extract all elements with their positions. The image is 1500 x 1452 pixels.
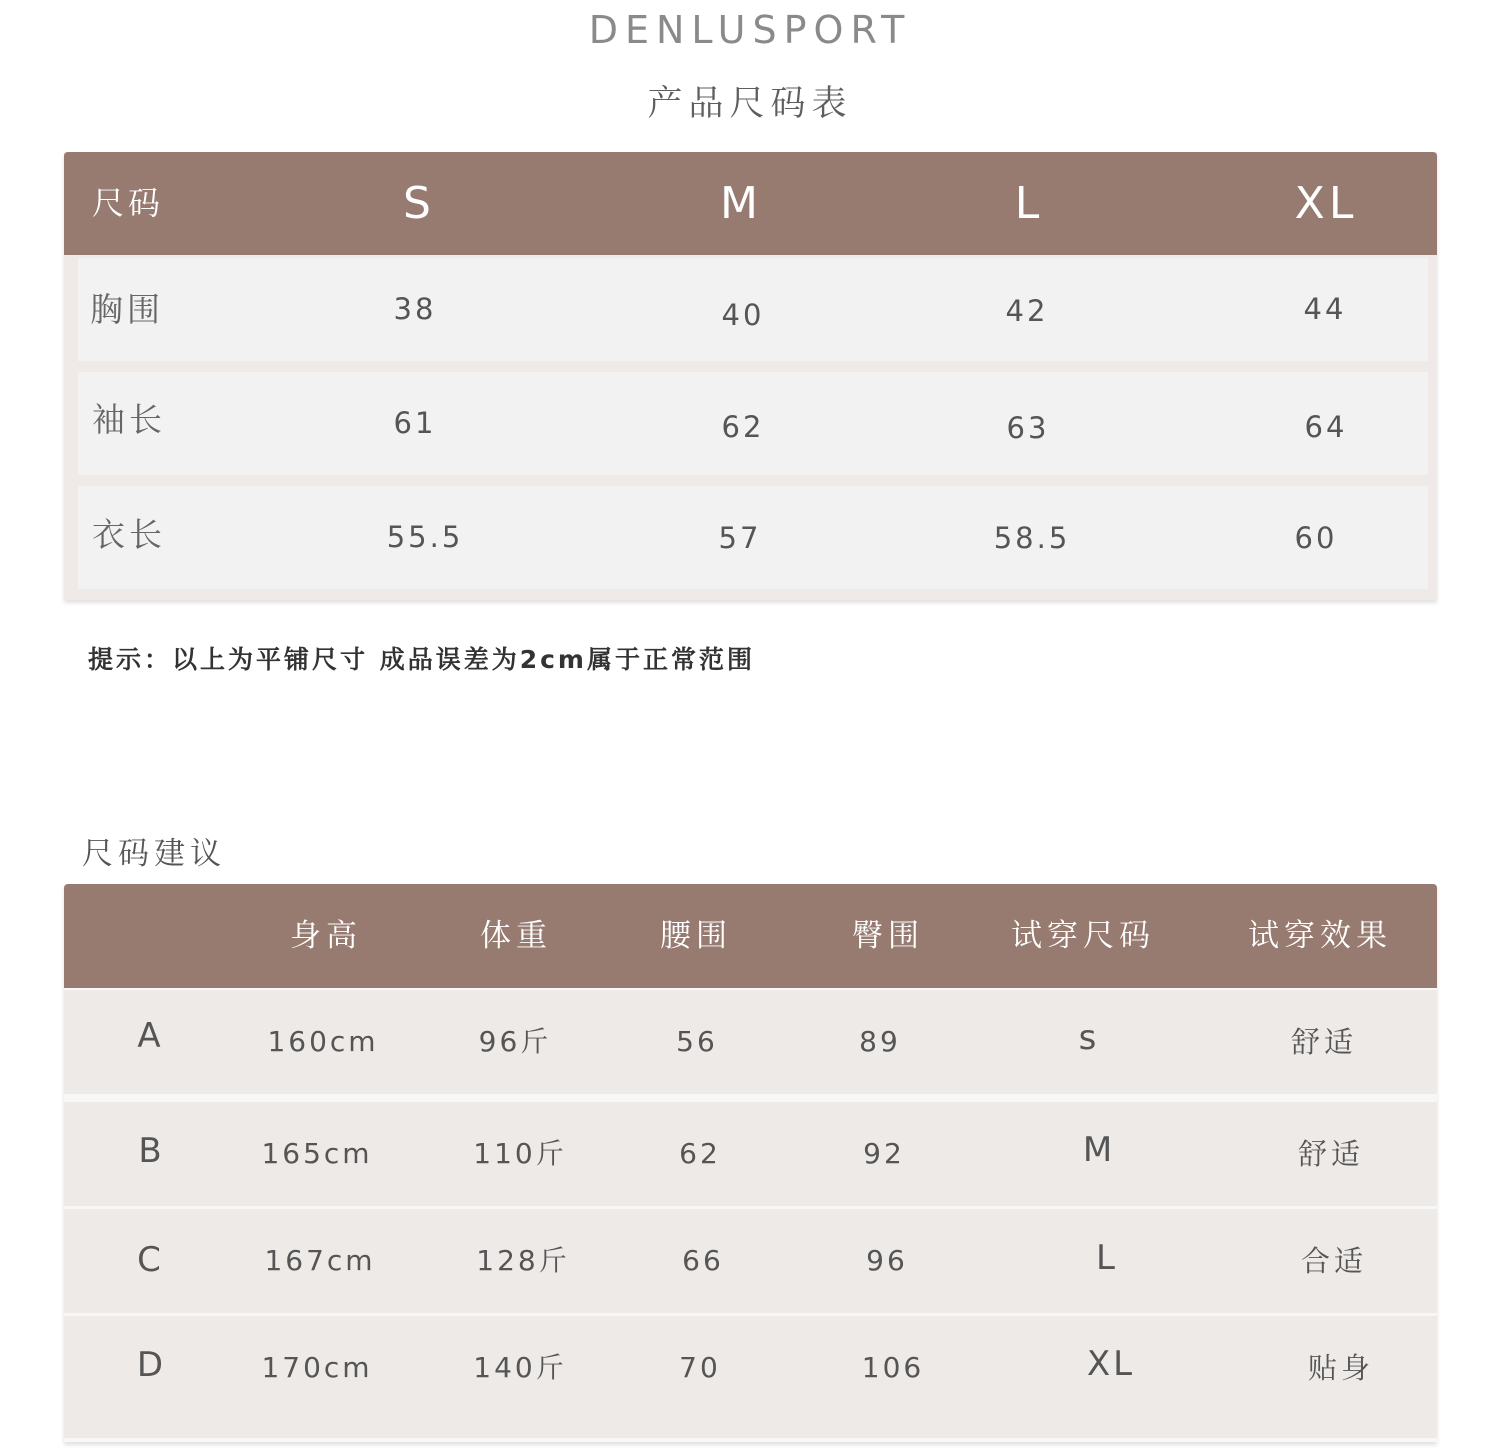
header-size: L — [1014, 178, 1044, 229]
table-cell: XL — [1086, 1344, 1136, 1384]
table-cell: L — [1096, 1238, 1118, 1278]
header-size: S — [403, 178, 435, 229]
table-cell: 160cm — [267, 1025, 379, 1058]
table-cell: 106 — [861, 1351, 925, 1384]
table-cell: 40 — [721, 298, 765, 332]
table-cell: s — [1078, 1018, 1100, 1058]
row-id: C — [137, 1240, 161, 1280]
table-cell: 70 — [679, 1351, 721, 1384]
table-cell: 64 — [1304, 410, 1348, 444]
table-cell: M — [1082, 1130, 1116, 1170]
section-title: 尺码建议 — [82, 836, 226, 872]
table-cell: 舒适 — [1297, 1137, 1365, 1171]
table-cell: 140斤 — [473, 1351, 567, 1384]
column-header: 腰围 — [660, 918, 732, 954]
table-cell: 165cm — [261, 1137, 373, 1170]
table-row — [64, 1209, 1437, 1313]
row-label: 胸围 — [90, 290, 164, 329]
measurement-note: 提示：以上为平铺尺寸 成品误差为2cm属于正常范围 — [88, 645, 755, 674]
table-cell: 舒适 — [1290, 1025, 1358, 1059]
table-cell: 96 — [866, 1244, 908, 1277]
table-row — [78, 258, 1428, 361]
header-size: M — [720, 178, 762, 229]
column-header: 试穿效果 — [1248, 918, 1392, 954]
table-cell: 89 — [859, 1025, 901, 1058]
table-cell: 56 — [676, 1025, 718, 1058]
table-cell: 44 — [1303, 292, 1347, 326]
table-cell: 60 — [1294, 521, 1338, 555]
table-cell: 167cm — [264, 1244, 376, 1277]
table-cell: 贴身 — [1307, 1351, 1375, 1385]
table-row — [78, 372, 1428, 475]
table-cell: 128斤 — [476, 1244, 570, 1277]
column-header: 试穿尺码 — [1011, 918, 1155, 954]
page-title: 产品尺码表 — [647, 84, 853, 124]
header-label: 尺码 — [92, 184, 165, 222]
column-header: 臀围 — [852, 918, 924, 954]
header-size: XL — [1294, 178, 1358, 229]
table-cell: 66 — [682, 1244, 724, 1277]
row-id: B — [138, 1131, 162, 1171]
table-cell: 170cm — [261, 1351, 373, 1384]
table-cell: 110斤 — [473, 1137, 567, 1170]
table-cell: 57 — [718, 521, 762, 555]
size-table-header — [64, 152, 1437, 255]
table-cell: 58.5 — [993, 521, 1071, 555]
table-cell: 61 — [393, 406, 437, 440]
table-cell: 38 — [393, 292, 437, 326]
row-label: 衣长 — [92, 515, 166, 554]
table-cell: 合适 — [1300, 1244, 1368, 1278]
table-cell: 42 — [1005, 294, 1049, 328]
brand-logo: DENLUSPORT — [588, 8, 912, 52]
row-id: A — [137, 1016, 161, 1056]
table-row — [64, 1316, 1437, 1438]
table-row — [78, 486, 1428, 589]
table-cell: 92 — [863, 1137, 905, 1170]
column-header: 身高 — [290, 918, 362, 954]
column-header: 体重 — [480, 918, 552, 954]
row-label: 袖长 — [92, 400, 166, 439]
table-cell: 62 — [721, 410, 765, 444]
table-row — [64, 990, 1437, 1094]
size-table — [64, 152, 1437, 600]
table-cell: 62 — [679, 1137, 721, 1170]
table-cell: 63 — [1006, 411, 1050, 445]
table-cell: 96斤 — [478, 1025, 552, 1058]
table-cell: 55.5 — [386, 520, 464, 554]
table-row — [64, 1102, 1437, 1206]
row-id: D — [136, 1345, 164, 1385]
suggestion-table-header — [64, 884, 1437, 988]
suggestion-table — [64, 884, 1437, 1442]
